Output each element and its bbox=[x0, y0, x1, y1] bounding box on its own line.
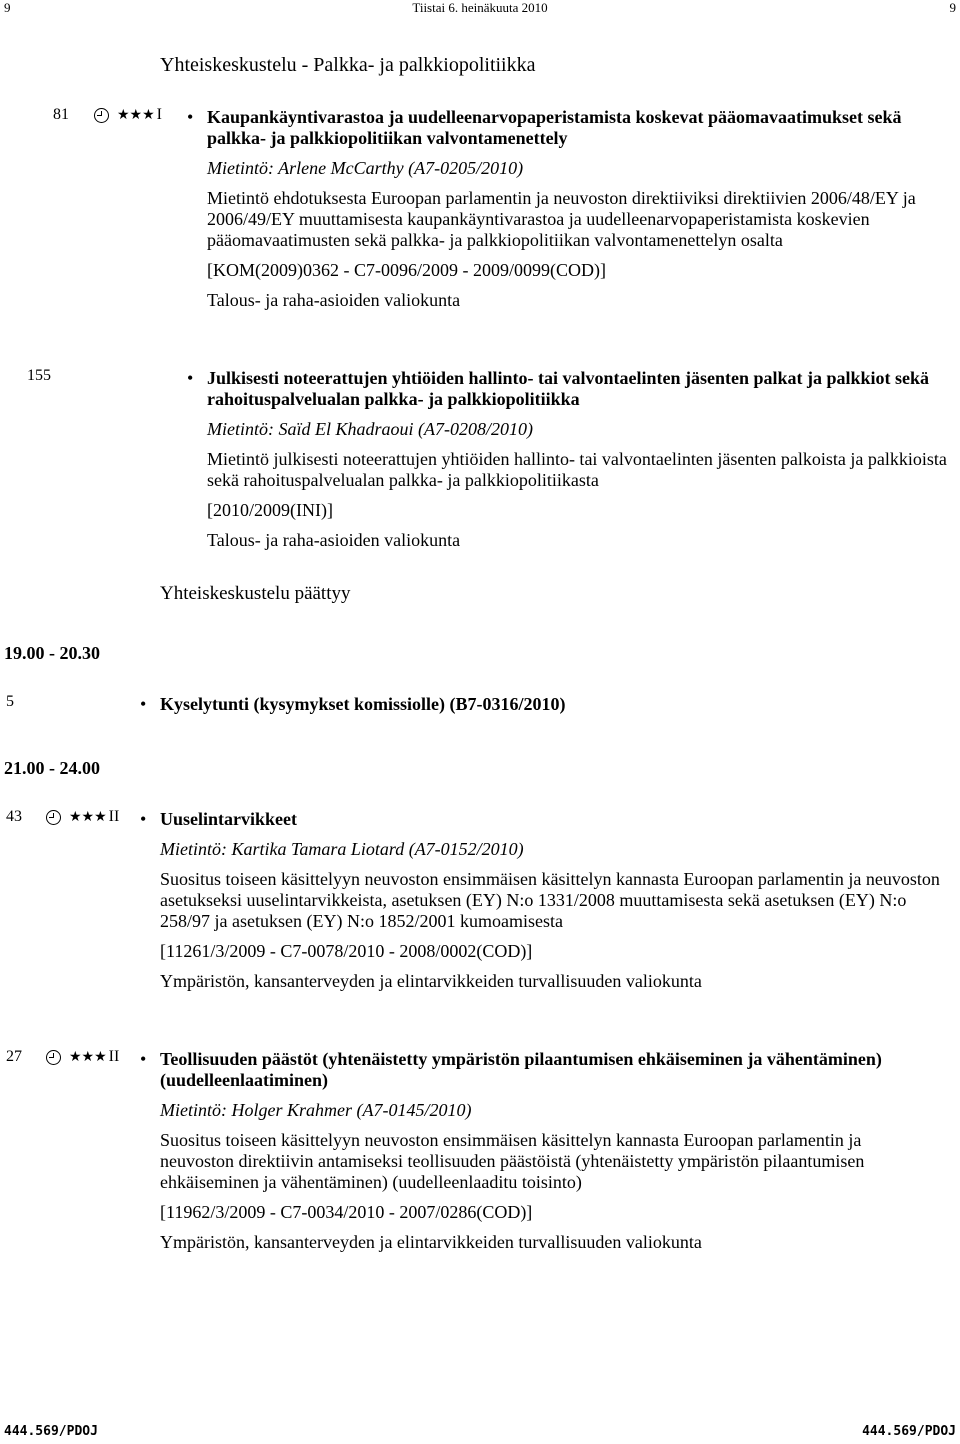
item-rapporteur: Mietintö: Kartika Tamara Liotard (A7-0152/2010) bbox=[160, 839, 524, 859]
agenda-item bbox=[160, 809, 950, 992]
agenda-item bbox=[207, 368, 947, 551]
item-reference: [2010/2009(INI)] bbox=[207, 500, 333, 520]
reading-label: I bbox=[156, 106, 162, 123]
item-reference: [KOM(2009)0362 - C7-0096/2009 - 2009/0099(COD)] bbox=[207, 260, 606, 280]
session-time: 21.00 - 24.00 bbox=[4, 758, 100, 778]
bullet-icon: • bbox=[187, 107, 194, 127]
item-number: 27 bbox=[6, 1048, 22, 1065]
item-committee: Ympäristön, kansanterveyden ja elintarvikkeiden turvallisuuden valiokunta bbox=[160, 1232, 702, 1252]
page-number-right: 9 bbox=[949, 0, 956, 15]
bullet-icon: • bbox=[187, 368, 194, 388]
clock-icon bbox=[94, 108, 109, 123]
item-committee: Ympäristön, kansanterveyden ja elintarvikkeiden turvallisuuden valiokunta bbox=[160, 971, 702, 991]
item-description: Mietintö julkisesti noteerattujen yhtiöiden hallinto- tai valvontaelinten jäsenten palkoista ja palkkioista sekä rahoituspalvelualan palkka- ja palkkiopolitiikasta bbox=[207, 449, 947, 490]
agenda-item bbox=[160, 1049, 920, 1253]
clock-icon bbox=[46, 810, 61, 825]
bullet-icon: • bbox=[140, 1049, 147, 1069]
item-rapporteur: Mietintö: Arlene McCarthy (A7-0205/2010) bbox=[207, 158, 524, 178]
item-committee: Talous- ja raha-asioiden valiokunta bbox=[207, 290, 461, 310]
item-symbols bbox=[94, 106, 162, 124]
item-committee: Talous- ja raha-asioiden valiokunta bbox=[207, 530, 461, 550]
item-rapporteur: Mietintö: Saïd El Khadraoui (A7-0208/2010) bbox=[207, 419, 533, 439]
item-reference: [11962/3/2009 - C7-0034/2010 - 2007/0286(COD)] bbox=[160, 1202, 533, 1222]
item-title: Teollisuuden päästöt (yhtenäistetty ympäristön pilaantumisen ehkäiseminen ja vähentäminen) (uudelleenlaatiminen) bbox=[160, 1049, 882, 1090]
item-number: 155 bbox=[27, 367, 51, 384]
item-title: Uuselintarvikkeet bbox=[160, 809, 297, 829]
item-title: Julkisesti noteerattujen yhtiöiden hallinto- tai valvontaelinten jäsenten palkat ja palkkiot sekä rahoituspalvelualan palkka- ja palkkiopolitiikka bbox=[207, 368, 930, 409]
bullet-icon: • bbox=[140, 694, 147, 714]
debate-end: Yhteiskeskustelu päättyy bbox=[160, 583, 351, 604]
item-title: Kyselytunti (kysymykset komissiolle) (B7-0316/2010) bbox=[160, 694, 566, 714]
item-title: Kaupankäyntivarastoa ja uudelleenarvopaperistamista koskevat pääomavaatimukset sekä palkka- ja palkkiopolitiikan valvontamenettely bbox=[207, 107, 902, 148]
item-number: 43 bbox=[6, 808, 22, 825]
item-number: 5 bbox=[6, 693, 14, 710]
item-number: 81 bbox=[53, 106, 69, 123]
footer-reference-left: 444.569/PDOJ bbox=[4, 1424, 98, 1439]
debate-title: Yhteiskeskustelu - Palkka- ja palkkiopolitiikka bbox=[160, 54, 536, 76]
reading-label: II bbox=[108, 1048, 120, 1065]
item-symbols bbox=[46, 808, 119, 826]
item-rapporteur: Mietintö: Holger Krahmer (A7-0145/2010) bbox=[160, 1100, 472, 1120]
bullet-icon: • bbox=[140, 809, 147, 829]
clock-icon bbox=[46, 1050, 61, 1065]
star-icon: ★★★ bbox=[69, 1049, 107, 1065]
item-description: Suositus toiseen käsittelyyn neuvoston ensimmäisen käsittelyn kannasta Euroopan parlamentin ja neuvoston direktiivin antamiseksi teollisuuden päästöistä (yhtenäistetty ympäristön pilaantumisen ehkäiseminen ja vähentäminen) (uudelleenlaaditu toisinto) bbox=[160, 1130, 865, 1192]
item-reference: [11261/3/2009 - C7-0078/2010 - 2008/0002(COD)] bbox=[160, 941, 533, 961]
star-icon: ★★★ bbox=[69, 809, 107, 825]
page-date: Tiistai 6. heinäkuuta 2010 bbox=[412, 0, 548, 15]
reading-label: II bbox=[108, 808, 120, 825]
item-description: Suositus toiseen käsittelyyn neuvoston ensimmäisen käsittelyn kannasta Euroopan parlamentin ja neuvoston asetukseksi uuselintarvikkeista, asetuksen (EY) N:o 1331/2008 muuttamisesta sekä asetuksen (EY) N:o 258/97 ja asetuksen (EY) N:o 1852/2001 kumoamisesta bbox=[160, 869, 940, 931]
page-number-left: 9 bbox=[4, 0, 11, 15]
agenda-item bbox=[207, 107, 947, 311]
session-time: 19.00 - 20.30 bbox=[4, 643, 100, 663]
item-description: Mietintö ehdotuksesta Euroopan parlamentin ja neuvoston direktiiviksi direktiivien 2006/48/EY ja 2006/49/EY muuttamisesta kaupankäyntivarastoa ja uudelleenarvopaperistamista koskevien pääomavaatimusten sekä palkka- ja palkkiopolitiikan valvontamenettelyn osalta bbox=[207, 188, 916, 250]
star-icon: ★★★ bbox=[117, 107, 155, 123]
footer-reference-right: 444.569/PDOJ bbox=[862, 1424, 956, 1439]
item-symbols bbox=[46, 1048, 119, 1066]
